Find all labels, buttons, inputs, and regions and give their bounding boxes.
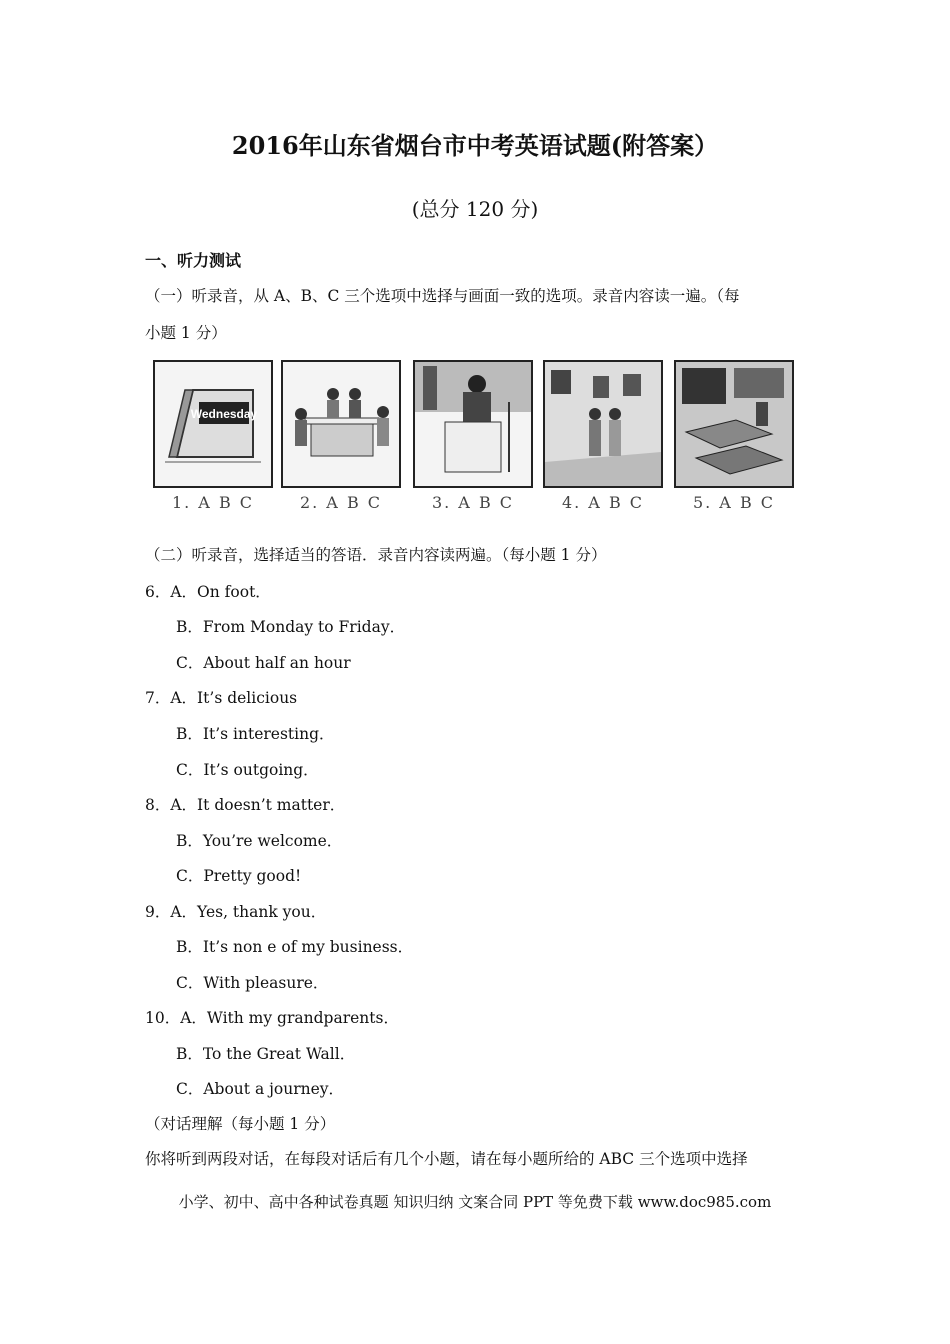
picture-4-caption: 4. A B C <box>561 493 645 512</box>
question-10-option-a: 10．A．With my grandparents． <box>145 1009 399 1027</box>
part2-instruction: （二）听录音，选择适当的答语．录音内容读两遍。（每小题 1 分） <box>145 546 607 564</box>
question-6-option-b: B．From Monday to Friday． <box>176 618 406 636</box>
picture-3-caption: 3. A B C <box>431 493 515 512</box>
question-7-option-b: B．It’s interesting． <box>176 725 335 743</box>
picture-2-meeting <box>281 360 401 488</box>
picture-5-classroom <box>674 360 794 488</box>
part3-instruction: 你将听到两段对话，在每段对话后有几个小题，请在每小题所给的 ABC 三个选项中选择 <box>145 1150 748 1168</box>
picture-4-gallery <box>543 360 663 488</box>
question-7-option-c: C．It’s outgoing． <box>176 761 319 779</box>
calendar-sign-text: Wednesday <box>190 407 258 421</box>
part1-instruction-cont: 小题 1 分） <box>145 324 227 342</box>
question-6-option-c: C．About half an hour <box>176 654 351 672</box>
question-6-option-a: 6．A．On foot． <box>145 583 271 601</box>
page-title: 2016年山东省烟台市中考英语试题(附答案） <box>231 131 719 160</box>
question-9-option-a: 9．A．Yes, thank you． <box>145 903 327 921</box>
picture-5-caption: 5. A B C <box>692 493 776 512</box>
picture-3-hospital <box>413 360 533 488</box>
picture-strip <box>150 360 800 520</box>
question-9-option-c: C．With pleasure． <box>176 974 329 992</box>
section-heading-listening: 一、听力测试 <box>145 251 242 270</box>
part3-heading: （对话理解（每小题 1 分） <box>145 1115 336 1133</box>
question-9-option-b: B．It’s non e of my business． <box>176 938 414 956</box>
question-8-option-b: B．You’re welcome． <box>176 832 343 850</box>
question-8-option-c: C．Pretty good! <box>176 867 302 885</box>
part1-instruction: （一）听录音，从 A、B、C 三个选项中选择与画面一致的选项。录音内容读一遍。（每 <box>145 287 740 305</box>
question-10-option-c: C．About a journey． <box>176 1080 345 1098</box>
question-8-option-a: 8．A．It doesn’t matter． <box>145 796 346 814</box>
question-7-option-a: 7．A．It’s delicious <box>145 689 298 707</box>
question-10-option-b: B．To the Great Wall． <box>176 1045 356 1063</box>
picture-2-caption: 2. A B C <box>299 493 383 512</box>
page-footer: 小学、初中、高中各种试卷真题 知识归纳 文案合同 PPT 等免费下载 www.doc985.com <box>178 1193 772 1211</box>
total-score: (总分 120 分) <box>411 197 539 221</box>
picture-1-calendar <box>153 360 273 488</box>
picture-1-caption: 1. A B C <box>171 493 255 512</box>
